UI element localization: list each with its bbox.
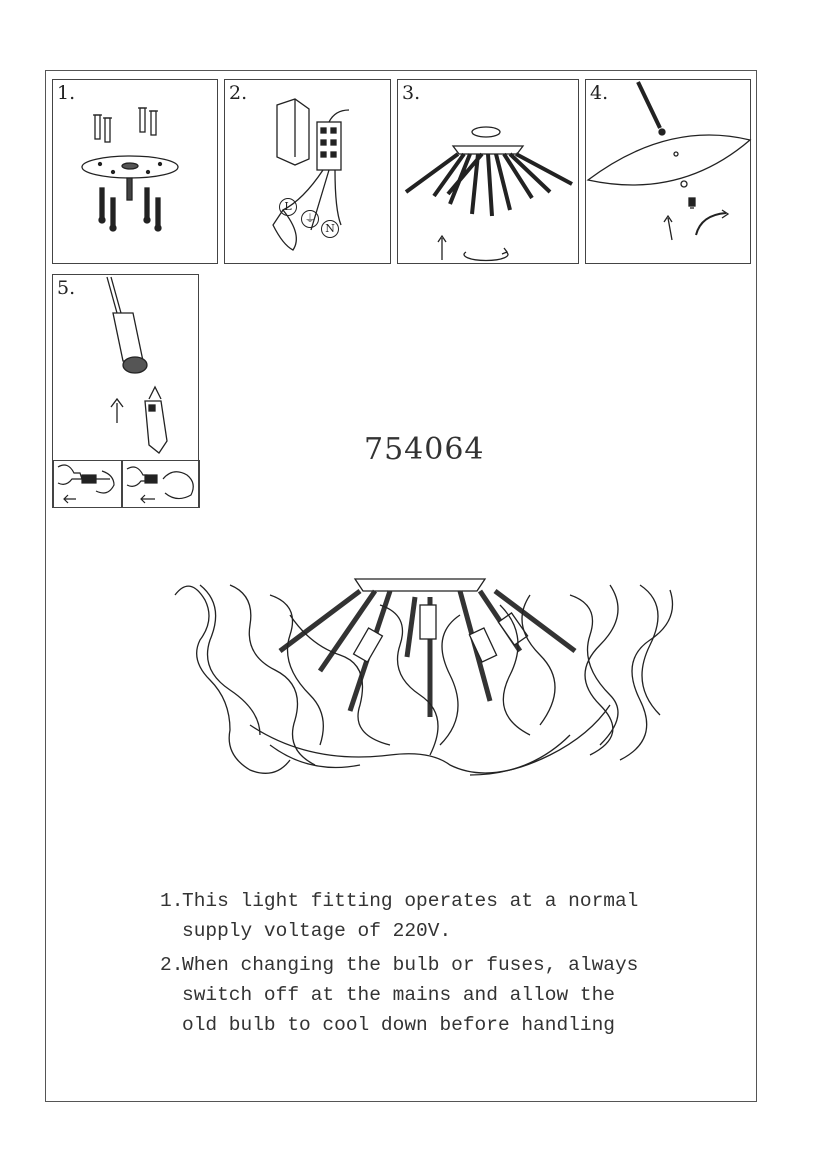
bulb-insertion-illustration	[53, 275, 200, 461]
hand-pulling-bulb-icon	[54, 461, 123, 509]
step-number: 2.	[229, 82, 248, 104]
notes-section	[160, 886, 638, 1044]
step-3-panel	[397, 79, 579, 264]
live-wire-label: L	[279, 198, 297, 216]
note-text: This light fitting operates at a normal supply voltage of 220V.	[182, 890, 639, 942]
neutral-wire-label: N	[321, 220, 339, 238]
mounting-plate-screws-illustration	[53, 80, 219, 265]
step-1-panel	[52, 79, 218, 264]
fixture-mounting-illustration	[398, 80, 580, 265]
step-2-panel	[224, 79, 391, 264]
step-number: 4.	[590, 82, 609, 104]
note-text: When changing the bulb or fuses, always switch off at the mains and allow the old bulb to cool down before handling	[182, 954, 639, 1036]
note-item	[160, 886, 638, 946]
note-number: 1.	[160, 890, 184, 912]
model-number: 754064	[364, 432, 485, 467]
step-5-panel	[52, 274, 199, 508]
earth-wire-icon: ⏚	[301, 210, 319, 228]
wiring-connection-illustration	[225, 80, 392, 265]
bulb-removal-subpanel-b	[122, 460, 200, 508]
hand-removing-bulb-icon	[123, 461, 201, 509]
step-4-panel	[585, 79, 751, 264]
step-number: 5.	[57, 277, 76, 299]
note-number: 2.	[160, 954, 184, 976]
chandelier-illustration	[170, 575, 680, 795]
canopy-fastening-illustration	[586, 80, 752, 265]
step-number: 3.	[402, 82, 421, 104]
bulb-removal-subpanel-a	[53, 460, 122, 508]
step-number: 1.	[57, 82, 76, 104]
note-item	[160, 950, 638, 1040]
